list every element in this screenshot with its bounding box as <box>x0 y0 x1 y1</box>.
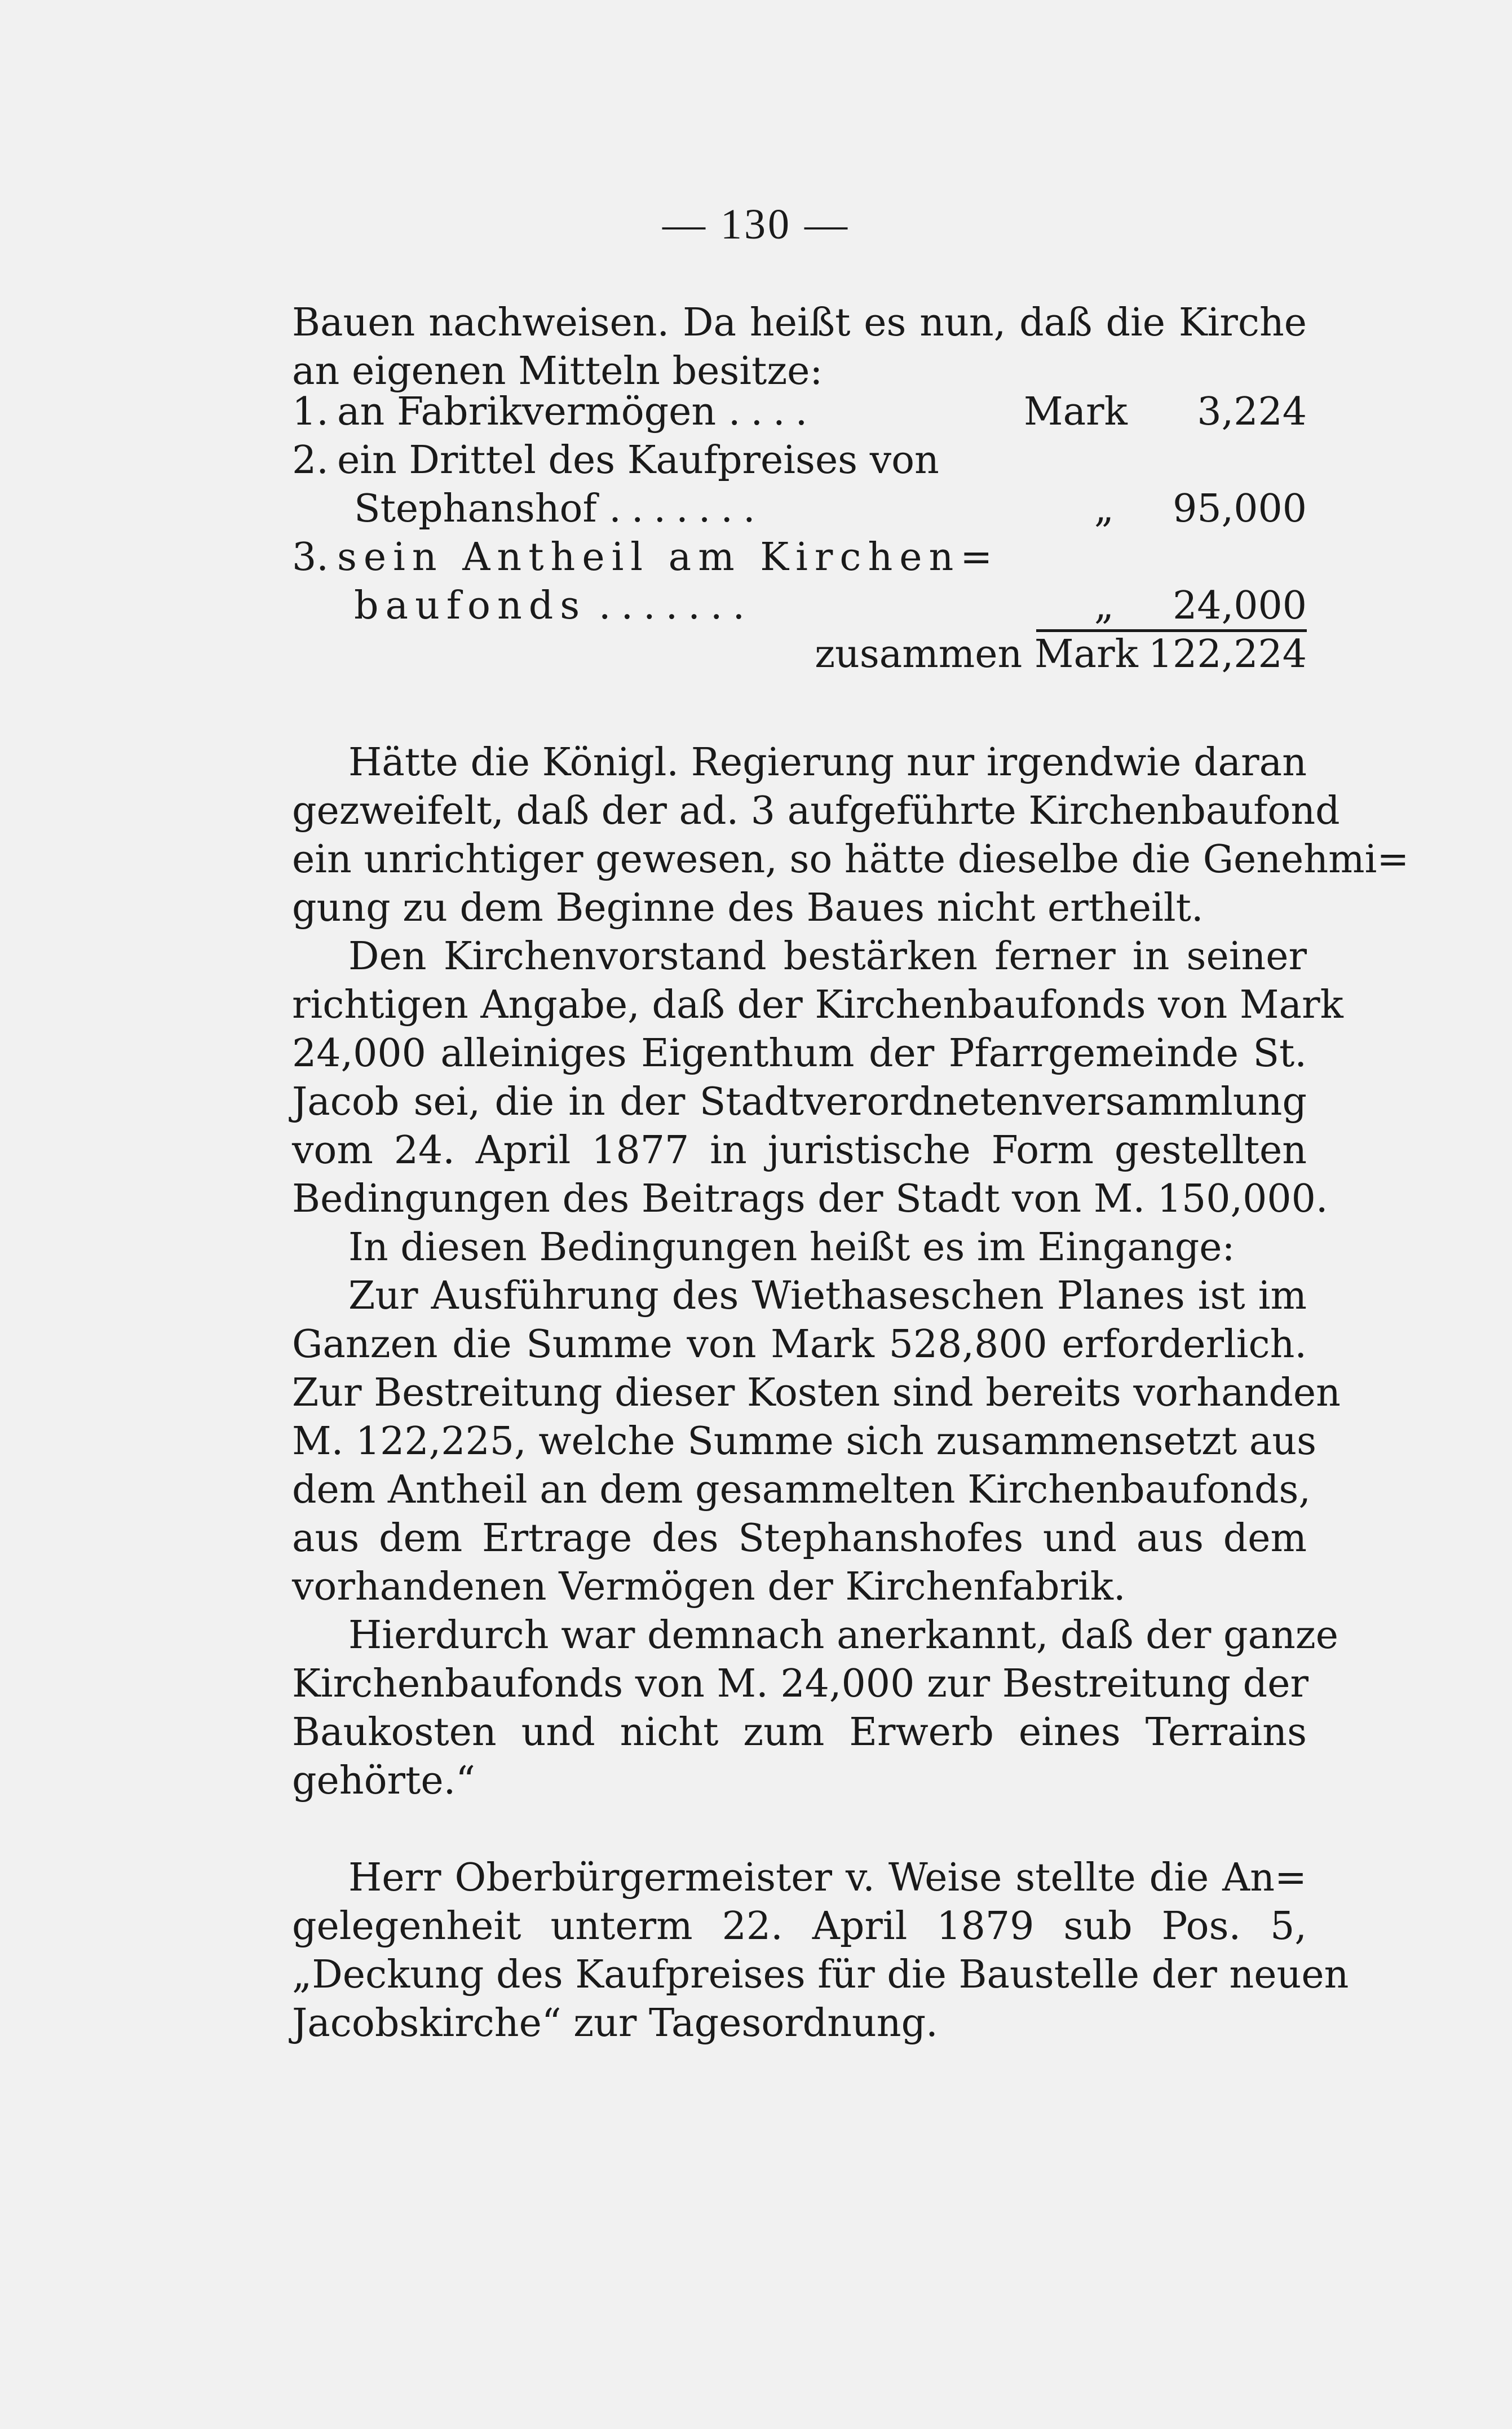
paragraph <box>292 933 1343 1224</box>
item-number: 2. <box>292 438 329 483</box>
text-line: ein unrichtiger gewesen, so hätte dieselbe die Genehmi= <box>292 837 1409 882</box>
item-label: an Fabrikvermögen .... <box>337 390 818 434</box>
text-line: an eigenen Mitteln besitze: <box>292 349 823 394</box>
text-line: 24,000 alleiniges Eigenthum der Pfarrgemeinde St. <box>292 1031 1307 1076</box>
text-line: gehörte.“ <box>292 1759 475 1803</box>
intro-text <box>292 299 1307 396</box>
item-number: 1. <box>292 390 329 434</box>
paragraph <box>292 1854 1349 2048</box>
text-line: gung zu dem Beginne des Baues nicht ertheilt. <box>292 886 1204 930</box>
text-line: vom 24. April 1877 in juristische Form gestellten <box>292 1128 1307 1173</box>
text-line: Zur Ausführung des Wiethaseschen Planes ist im <box>348 1274 1307 1318</box>
text-line: M. 122,225, welche Summe sich zusammensetzt aus <box>292 1419 1317 1464</box>
leader-dots: ....... <box>598 584 755 628</box>
text-line: „Deckung des Kaufpreises für die Baustelle der neuen <box>292 1953 1349 1997</box>
list-item <box>292 582 1307 630</box>
item-amount: 3,224 <box>1197 390 1307 434</box>
total-amount: 122,224 <box>1148 632 1307 677</box>
item-amount: 95,000 <box>1173 487 1307 531</box>
asset-list <box>292 388 1307 682</box>
list-item <box>292 485 1307 533</box>
list-item <box>292 436 1307 485</box>
leader-dots: .... <box>728 390 818 434</box>
page-number: — 130 — <box>662 201 850 248</box>
list-item <box>292 388 1307 436</box>
paragraph <box>292 739 1409 933</box>
text-line: aus dem Ertrage des Stephanshofes und aus dem <box>292 1516 1307 1561</box>
item-unit: Mark <box>1024 390 1128 434</box>
item-label: sein Antheil am Kirchen= <box>337 535 1000 580</box>
text-line: Ganzen die Summe von Mark 528,800 erforderlich. <box>292 1322 1307 1367</box>
item-label: ein Drittel des Kaufpreises von <box>337 438 939 483</box>
text-line: richtigen Angabe, daß der Kirchenbaufonds von Mark <box>292 983 1343 1027</box>
leader-dots: ....... <box>609 487 766 531</box>
text-line: Den Kirchenvorstand bestärken ferner in seiner <box>348 934 1307 979</box>
text-line: Jacobskirche“ zur Tagesordnung. <box>292 2001 938 2046</box>
paragraph <box>292 1272 1341 1611</box>
item-unit: „ <box>1094 487 1114 531</box>
item-number: 3. <box>292 535 329 580</box>
text-line: Bauen nachweisen. Da heißt es nun, daß die Kirche <box>292 301 1307 345</box>
text-line: Kirchenbaufonds von M. 24,000 zur Bestreitung der <box>292 1662 1308 1706</box>
text-line: dem Antheil an dem gesammelten Kirchenbaufonds, <box>292 1468 1311 1512</box>
text-line: gelegenheit unterm 22. April 1879 sub Pos. 5, <box>292 1904 1307 1949</box>
text-line: Herr Oberbürgermeister v. Weise stellte die An= <box>348 1856 1307 1900</box>
item-amount: 24,000 <box>1173 584 1307 628</box>
text-line: Hätte die Königl. Regierung nur irgendwie daran <box>348 740 1307 785</box>
item-label: Stephanshof ....... <box>354 487 766 531</box>
text-line: Jacob sei, die in der Stadtverordnetenversammlung <box>292 1080 1307 1124</box>
total-label: zusammen Mark <box>815 632 1138 677</box>
text-line: vorhandenen Vermögen der Kirchenfabrik. <box>292 1565 1126 1609</box>
list-item <box>292 533 1307 582</box>
total-row <box>292 630 1307 682</box>
text-line: Bedingungen des Beitrags der Stadt von M. 150,000. <box>292 1177 1328 1221</box>
item-unit: „ <box>1094 584 1114 628</box>
text-line: Baukosten und nicht zum Erwerb eines Terrains <box>292 1710 1307 1755</box>
text-line: gezweifelt, daß der ad. 3 aufgeführte Kirchenbaufond <box>292 789 1340 833</box>
text-line: Hierdurch war demnach anerkannt, daß der ganze <box>348 1613 1338 1658</box>
text-line: Zur Bestreitung dieser Kosten sind bereits vorhanden <box>292 1371 1341 1415</box>
item-label: baufonds ....... <box>354 584 755 628</box>
paragraph <box>292 1224 1307 1272</box>
text-line: In diesen Bedingungen heißt es im Eingange: <box>348 1225 1235 1270</box>
paragraph <box>292 1611 1338 1805</box>
